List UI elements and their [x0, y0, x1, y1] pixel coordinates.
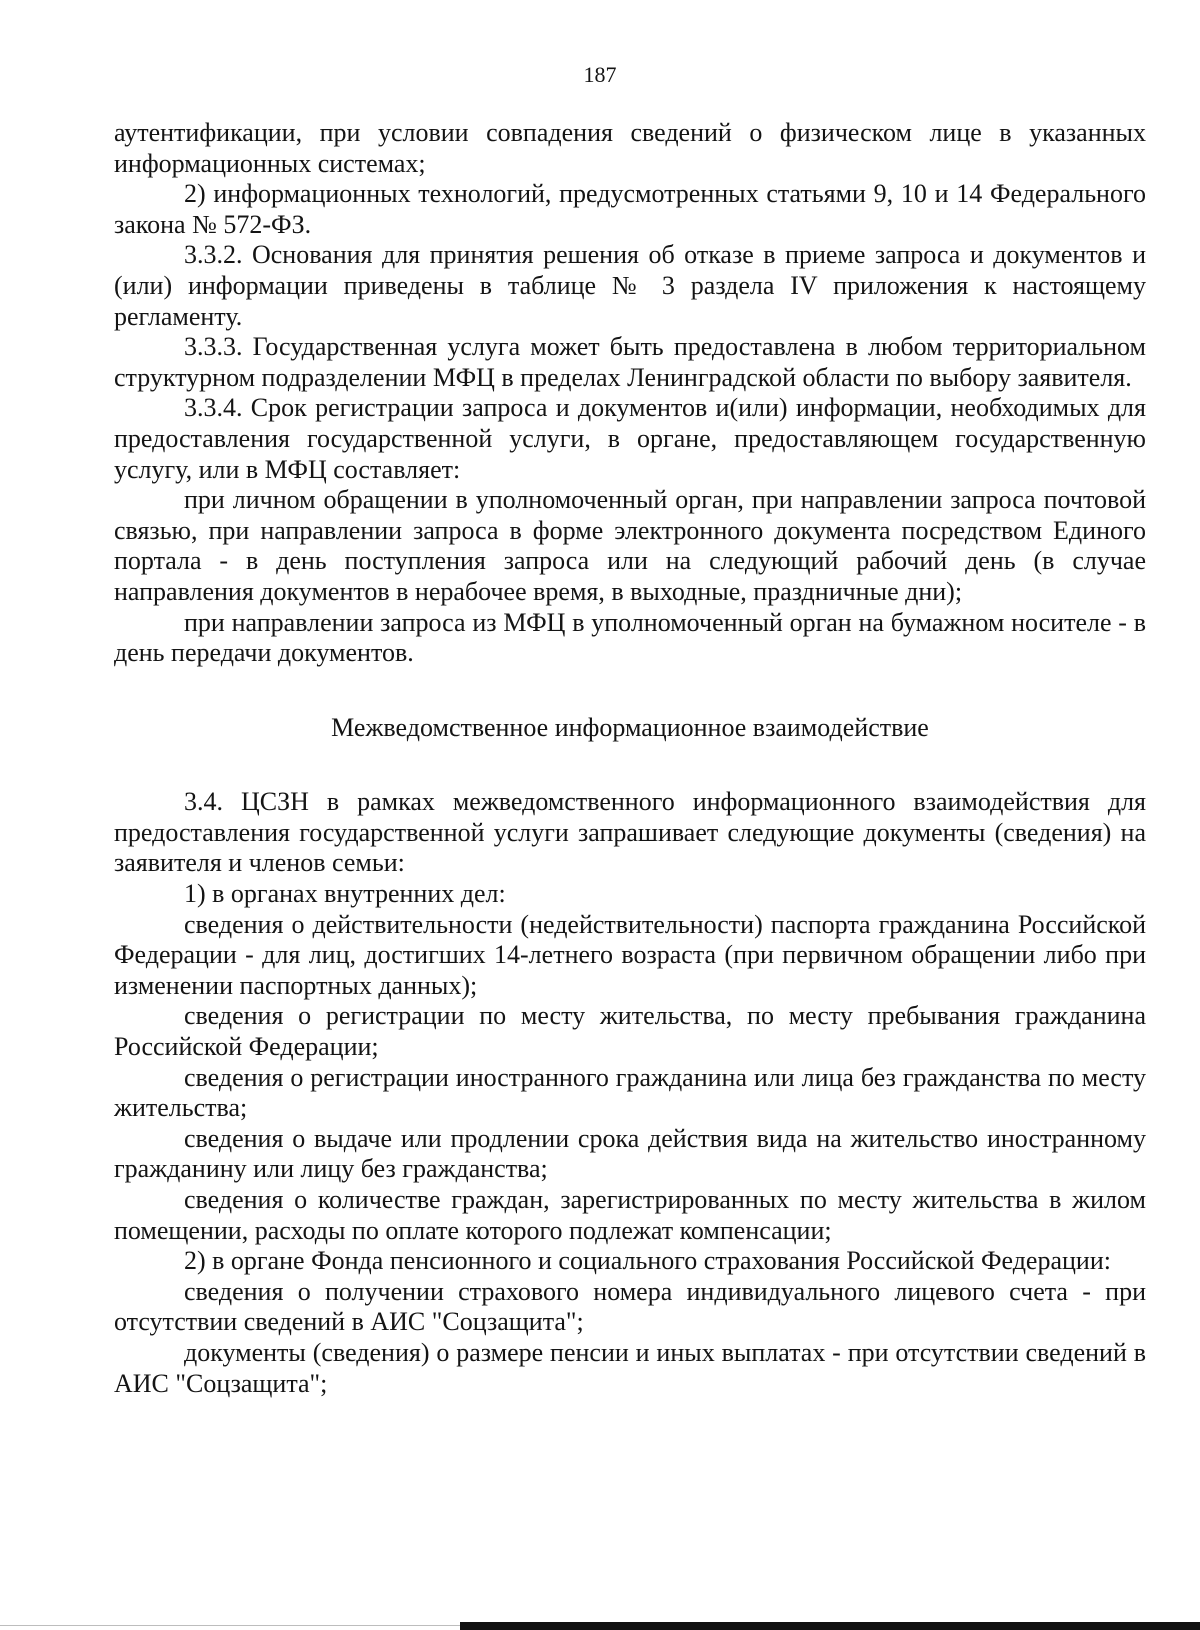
scan-bottom-edge [460, 1622, 1200, 1630]
paragraph: при личном обращении в уполномоченный орган, при направлении запроса почтовой связью, при направлении запроса в форме электронного документа посредством Единого портала - в день поступления запроса или на следующий рабочий день (в случае направления документов в нерабочее время, в выходные, праздничные дни); [114, 485, 1146, 606]
paragraph: сведения о действительности (недействительности) паспорта гражданина Российской Федерации - для лиц, достигших 14-летнего возраста (при первичном обращении либо при изменении паспортных данных); [114, 909, 1146, 1000]
paragraph: 3.3.4. Срок регистрации запроса и документов и(или) информации, необходимых для предоставления государственной услуги, в органе, предоставляющем государственную услугу, или в МФЦ составляет: [114, 393, 1146, 484]
list-item: 2) в органе Фонда пенсионного и социального страхования Российской Федерации: [184, 1246, 1111, 1276]
paragraph: 3.4. ЦСЗН в рамках межведомственного информационного взаимодействия для предоставления государственной услуги запрашивает следующие документы (сведения) на заявителя и членов семьи: [114, 787, 1146, 878]
paragraph: сведения о выдаче или продлении срока действия вида на жительство иностранному гражданину или лицу без гражданства; [114, 1123, 1146, 1184]
paragraph: сведения о регистрации по месту жительства, по месту пребывания гражданина Российской Федерации; [114, 1001, 1146, 1062]
paragraph: аутентификации, при условии совпадения сведений о физическом лице в указанных информационных системах; [114, 118, 1146, 178]
paragraph: 3.3.2. Основания для принятия решения об отказе в приеме запроса и документов и (или) информации приведены в таблице № 3 раздела IV приложения к настоящему регламенту. [114, 240, 1146, 331]
document-body [114, 118, 1146, 1399]
section-heading: Межведомственное информационное взаимодействие [331, 712, 929, 742]
paragraph: 2) информационных технологий, предусмотренных статьями 9, 10 и 14 Федерального закона № 572-ФЗ. [114, 179, 1146, 239]
scan-edge-line [0, 1625, 460, 1626]
page-number: 187 [583, 62, 617, 87]
paragraph: при направлении запроса из МФЦ в уполномоченный орган на бумажном носителе - в день передачи документов. [114, 607, 1146, 668]
paragraph: сведения о получении страхового номера индивидуального лицевого счета - при отсутствии сведений в АИС "Соцзащита"; [114, 1276, 1146, 1337]
list-item: 1) в органах внутренних дел: [184, 879, 506, 909]
paragraph: сведения о регистрации иностранного гражданина или лица без гражданства по месту жительства; [114, 1062, 1146, 1123]
paragraph: сведения о количестве граждан, зарегистрированных по месту жительства в жилом помещении, расходы по оплате которого подлежат компенсации; [114, 1185, 1146, 1245]
paragraph: документы (сведения) о размере пенсии и иных выплатах - при отсутствии сведений в АИС "Соцзащита"; [114, 1337, 1146, 1398]
paragraph: 3.3.3. Государственная услуга может быть предоставлена в любом территориальном структурном подразделении МФЦ в пределах Ленинградской области по выбору заявителя. [114, 332, 1146, 392]
